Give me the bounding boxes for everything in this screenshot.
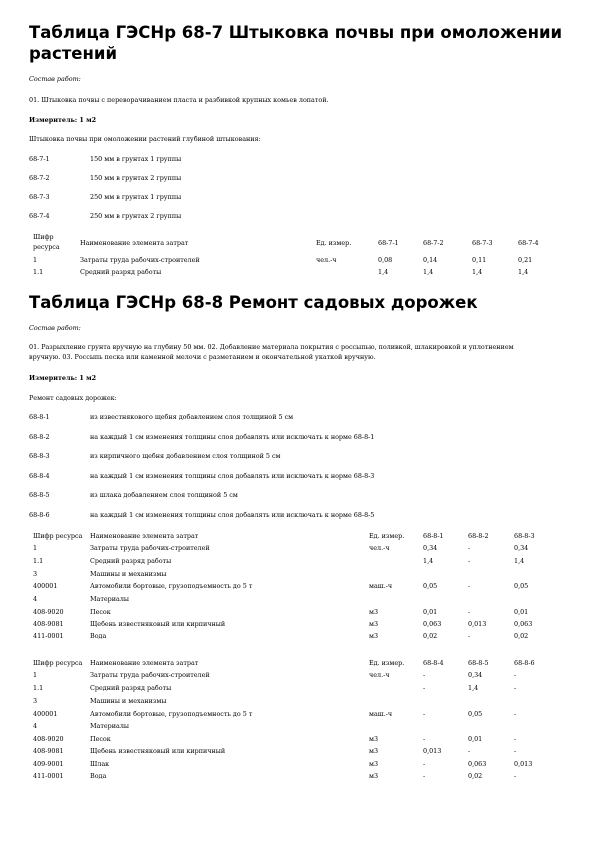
item-text: 250 мм в грунтах 2 группы bbox=[90, 212, 182, 220]
section-title-68-8: Таблица ГЭСНр 68-8 Ремонт садовых дорожек bbox=[29, 293, 478, 312]
table-cell: - bbox=[468, 544, 471, 552]
table-cell: 0,11 bbox=[472, 256, 487, 264]
table-cell: 1,4 bbox=[518, 268, 529, 276]
table-cell: м3 bbox=[369, 632, 379, 640]
table-cell: 1 bbox=[33, 256, 38, 264]
table-header-cell: Наименование элемента затрат bbox=[80, 239, 189, 247]
table-cell: - bbox=[423, 760, 426, 768]
table-cell: 1.1 bbox=[33, 557, 44, 565]
section-title-68-7: Таблица ГЭСНр 68-7 Штыковка почвы при омоложении растений bbox=[29, 23, 563, 63]
table-cell: - bbox=[514, 671, 517, 679]
table-cell: 409-9001 bbox=[33, 760, 64, 768]
item-text: из кирпичного щебня добавлением слоя толщиной 5 см bbox=[90, 452, 281, 460]
table-cell: - bbox=[514, 710, 517, 718]
table-cell: м3 bbox=[369, 760, 379, 768]
table-cell: Щебень известняковый или кирпичный bbox=[90, 747, 226, 755]
table-cell: 408-9020 bbox=[33, 608, 64, 616]
table-cell: Затраты труда рабочих-строителей bbox=[90, 544, 210, 552]
table-cell: 408-9020 bbox=[33, 735, 64, 743]
table-cell: - bbox=[514, 772, 517, 780]
table-header-cell: Шифр ресурса bbox=[33, 532, 83, 540]
table-header-cell: Ед. измер. bbox=[316, 239, 352, 247]
table-cell: 0,08 bbox=[378, 256, 393, 264]
table-header-cell: 68-8-4 bbox=[423, 659, 444, 667]
table-cell: 408-9081 bbox=[33, 620, 64, 628]
table-cell: маш.-ч bbox=[369, 710, 393, 718]
item-text: 250 мм в грунтах 1 группы bbox=[90, 193, 182, 201]
table-cell: - bbox=[468, 557, 471, 565]
table-cell: маш.-ч bbox=[369, 582, 393, 590]
item-code: 68-8-3 bbox=[29, 452, 50, 460]
table-cell: 0,063 bbox=[423, 620, 442, 628]
table-cell: Песок bbox=[90, 735, 111, 743]
table-cell: 1 bbox=[33, 544, 38, 552]
table-cell: Вода bbox=[90, 632, 107, 640]
composition-text: 01. Разрыхление грунта вручную на глубину 50 мм. 02. Добавление материала покрытия с россыпью, поливкой, шлакировкой и уплотнением вручную. 03. Россыпь песка или каменной мелочи с разметанием и окончательной укаткой вручную. bbox=[29, 343, 514, 361]
item-text: на каждый 1 см изменения толщины слоя добавлять или исключать к норме 68-8-1 bbox=[90, 433, 375, 441]
measurer: Измеритель: 1 м2 bbox=[29, 374, 97, 382]
table-header-cell: 68-8-3 bbox=[514, 532, 535, 540]
table-cell: 400001 bbox=[33, 582, 58, 590]
table-cell: 1.1 bbox=[33, 268, 44, 276]
composition-text: 01. Штыковка почвы с переворачиванием пласта и разбивкой крупных комьев лопатой. bbox=[29, 96, 329, 104]
table-cell: 0,02 bbox=[468, 772, 483, 780]
table-cell: - bbox=[423, 772, 426, 780]
item-text: на каждый 1 см изменения толщины слоя добавлять или исключать к норме 68-8-5 bbox=[90, 511, 375, 519]
table-cell: 0,02 bbox=[514, 632, 529, 640]
table-cell: 0,05 bbox=[468, 710, 483, 718]
table-cell: 0,01 bbox=[423, 608, 438, 616]
item-text: из шлака добавлением слоя толщиной 5 см bbox=[90, 491, 238, 499]
composition-label: Состав работ: bbox=[29, 324, 81, 332]
table-cell: 1,4 bbox=[378, 268, 389, 276]
table-header-cell: 68-7-2 bbox=[423, 239, 444, 247]
table-cell: Затраты труда рабочих-строителей bbox=[90, 671, 210, 679]
table-cell: - bbox=[514, 684, 517, 692]
table-cell: 1,4 bbox=[423, 557, 434, 565]
table-cell: Автомобили бортовые, грузоподъемность до 5 т bbox=[90, 582, 253, 590]
table-cell: - bbox=[468, 582, 471, 590]
table-header-cell: 68-8-5 bbox=[468, 659, 489, 667]
table-header-cell: 68-7-3 bbox=[472, 239, 493, 247]
table-cell: 0,05 bbox=[423, 582, 438, 590]
table-cell: - bbox=[423, 710, 426, 718]
table-cell: м3 bbox=[369, 608, 379, 616]
table-cell: 0,05 bbox=[514, 582, 529, 590]
table-header-cell: 68-7-4 bbox=[518, 239, 539, 247]
table-cell: 0,02 bbox=[423, 632, 438, 640]
table-cell: Машины и механизмы bbox=[90, 570, 167, 578]
table-cell: 4 bbox=[33, 595, 38, 603]
table-cell: 1,4 bbox=[468, 684, 479, 692]
item-code: 68-8-6 bbox=[29, 511, 50, 519]
table-cell: Средний разряд работы bbox=[80, 268, 162, 276]
table-cell: Средний разряд работы bbox=[90, 684, 172, 692]
table-cell: Шлак bbox=[90, 760, 110, 768]
table-header-cell: 68-8-1 bbox=[423, 532, 444, 540]
item-text: на каждый 1 см изменения толщины слоя добавлять или исключать к норме 68-8-3 bbox=[90, 472, 375, 480]
table-cell: 1.1 bbox=[33, 684, 44, 692]
table-cell: - bbox=[423, 684, 426, 692]
table-cell: м3 bbox=[369, 735, 379, 743]
table-cell: - bbox=[468, 608, 471, 616]
table-cell: 0,063 bbox=[514, 620, 533, 628]
item-text: 150 мм в грунтах 2 группы bbox=[90, 174, 182, 182]
table-cell: Затраты труда рабочих-строителей bbox=[80, 256, 200, 264]
table-cell: 0,21 bbox=[518, 256, 533, 264]
table-cell: - bbox=[468, 632, 471, 640]
table-cell: Песок bbox=[90, 608, 111, 616]
table-cell: 0,01 bbox=[468, 735, 483, 743]
table-cell: - bbox=[514, 735, 517, 743]
table-cell: 0,14 bbox=[423, 256, 438, 264]
table-cell: - bbox=[423, 735, 426, 743]
item-code: 68-7-2 bbox=[29, 174, 50, 182]
table-cell: - bbox=[423, 671, 426, 679]
table-cell: Вода bbox=[90, 772, 107, 780]
table-cell: Машины и механизмы bbox=[90, 697, 167, 705]
subtitle: Штыковка почвы при омоложении растений глубиной штыкования: bbox=[29, 135, 261, 143]
table-header-cell: 68-8-6 bbox=[514, 659, 535, 667]
table-cell: 0,063 bbox=[468, 760, 487, 768]
item-code: 68-8-1 bbox=[29, 413, 50, 421]
table-cell: Средний разряд работы bbox=[90, 557, 172, 565]
table-cell: м3 bbox=[369, 620, 379, 628]
item-code: 68-7-1 bbox=[29, 155, 50, 163]
table-cell: чел.-ч bbox=[369, 544, 390, 552]
table-cell: - bbox=[514, 747, 517, 755]
table-cell: чел.-ч bbox=[369, 671, 390, 679]
table-cell: - bbox=[468, 747, 471, 755]
table-header-cell: Наименование элемента затрат bbox=[90, 532, 199, 540]
table-cell: 0,34 bbox=[514, 544, 529, 552]
table-cell: 411-0001 bbox=[33, 632, 64, 640]
table-cell: Щебень известняковый или кирпичный bbox=[90, 620, 226, 628]
table-header-cell: 68-8-2 bbox=[468, 532, 489, 540]
table-cell: м3 bbox=[369, 772, 379, 780]
table-header-cell: Шифр ресурса bbox=[33, 233, 60, 251]
table-cell: Материалы bbox=[90, 595, 129, 603]
table-cell: 0,013 bbox=[468, 620, 487, 628]
table-cell: 0,01 bbox=[514, 608, 529, 616]
measurer: Измеритель: 1 м2 bbox=[29, 116, 97, 124]
table-cell: 1,4 bbox=[423, 268, 434, 276]
table-header-cell: Ед. измер. bbox=[369, 532, 405, 540]
item-code: 68-7-3 bbox=[29, 193, 50, 201]
composition-label: Состав работ: bbox=[29, 75, 81, 83]
item-text: из известнякового щебня добавлением слоя толщиной 5 см bbox=[90, 413, 294, 421]
item-code: 68-8-5 bbox=[29, 491, 50, 499]
table-cell: Автомобили бортовые, грузоподъемность до 5 т bbox=[90, 710, 253, 718]
table-cell: 408-9081 bbox=[33, 747, 64, 755]
table-cell: 3 bbox=[33, 570, 38, 578]
table-header-cell: Ед. измер. bbox=[369, 659, 405, 667]
subtitle: Ремонт садовых дорожек: bbox=[29, 394, 117, 402]
item-text: 150 мм в грунтах 1 группы bbox=[90, 155, 182, 163]
table-cell: 400001 bbox=[33, 710, 58, 718]
table-cell: 0,013 bbox=[514, 760, 533, 768]
table-cell: м3 bbox=[369, 747, 379, 755]
table-cell: Материалы bbox=[90, 722, 129, 730]
table-cell: 0,013 bbox=[423, 747, 442, 755]
table-header-cell: Наименование элемента затрат bbox=[90, 659, 199, 667]
table-cell: 0,34 bbox=[468, 671, 483, 679]
table-cell: 4 bbox=[33, 722, 38, 730]
table-header-cell: 68-7-1 bbox=[378, 239, 399, 247]
item-code: 68-8-2 bbox=[29, 433, 50, 441]
table-cell: 411-0001 bbox=[33, 772, 64, 780]
table-header-cell: Шифр ресурса bbox=[33, 659, 83, 667]
table-cell: 1,4 bbox=[514, 557, 525, 565]
item-code: 68-8-4 bbox=[29, 472, 50, 480]
table-cell: 1,4 bbox=[472, 268, 483, 276]
table-cell: 1 bbox=[33, 671, 38, 679]
item-code: 68-7-4 bbox=[29, 212, 50, 220]
table-cell: 3 bbox=[33, 697, 38, 705]
table-cell: чел.-ч bbox=[316, 256, 337, 264]
table-cell: 0,34 bbox=[423, 544, 438, 552]
